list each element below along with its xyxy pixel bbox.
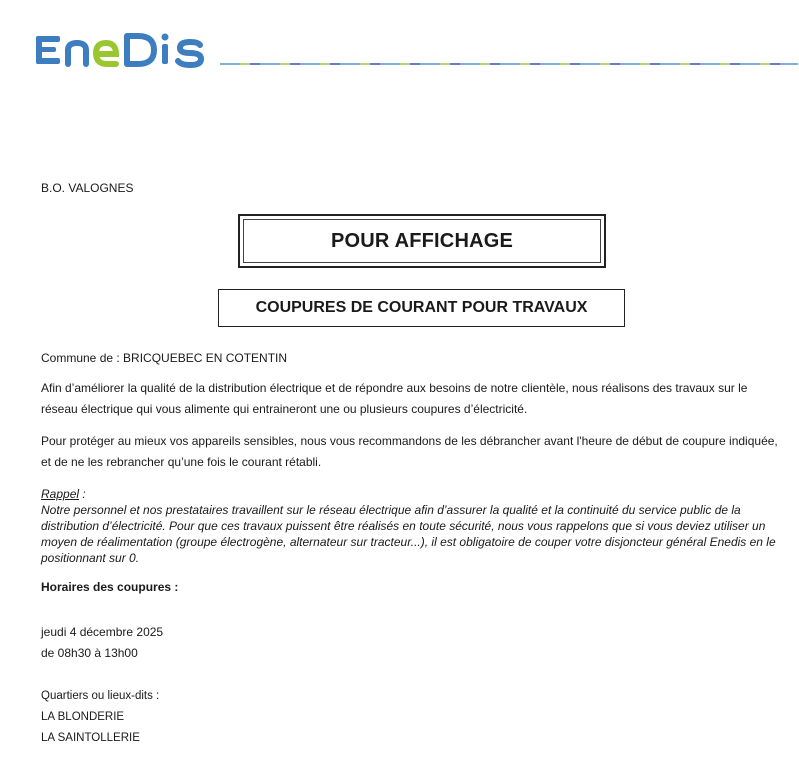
outage-date: jeudi 4 décembre 2025 bbox=[41, 625, 164, 639]
commune-line: Commune de : BRICQUEBEC EN COTENTIN bbox=[41, 351, 288, 365]
reminder-title-suffix: : bbox=[79, 487, 86, 501]
locations-label: Quartiers ou lieux-dits : bbox=[41, 690, 160, 702]
subtitle-banner bbox=[218, 289, 625, 327]
reminder-title: Rappel bbox=[41, 487, 80, 501]
intro-paragraph: Afin d’améliorer la qualité de la distribution électrique et de répondre aux besoins de notre clientèle, nous réalisons des travaux sur le réseau électrique qui vous alimente qui entraineront une ou plusieurs coupures d’électricité. bbox=[41, 381, 748, 416]
banner-subtitle: COUPURES DE COURANT POUR TRAVAUX bbox=[255, 299, 588, 316]
reminder-section bbox=[41, 486, 781, 566]
location-item: LA BLONDERIE bbox=[41, 711, 125, 723]
banner-title: POUR AFFICHAGE bbox=[330, 229, 514, 252]
recommendation-paragraph: Pour protéger au mieux vos appareils sensibles, nous vous recommandons de les débrancher avant l'heure de début de coupure indiquée, et de ne les rebrancher qu’une fois le courant rétabli. bbox=[41, 434, 778, 469]
schedule-label: Horaires des coupures : bbox=[41, 580, 179, 594]
display-banner bbox=[238, 214, 606, 268]
office-name: B.O. VALOGNES bbox=[41, 181, 134, 195]
enedis-logo bbox=[34, 30, 209, 72]
locations-block bbox=[41, 686, 159, 749]
header-rule bbox=[220, 62, 798, 66]
outage-time: de 08h30 à 13h00 bbox=[41, 646, 138, 660]
schedule-block bbox=[41, 622, 163, 664]
reminder-text: Notre personnel et nos prestataires travaillent sur le réseau électrique afin d’assurer la qualité et la continuité du service public de la distribution d’électricité. Pour que ces travaux puissent être réalisés en toute sécurité, nous vous rappelons que si vous deviez utiliser un moyen de réalimentation (groupe électrogène, alternateur sur tracteur...), il est obligatoire de couper votre disjoncteur général Enedis en le positionnant sur 0. bbox=[41, 503, 776, 565]
location-item: LA SAINTOLLERIE bbox=[41, 732, 140, 744]
